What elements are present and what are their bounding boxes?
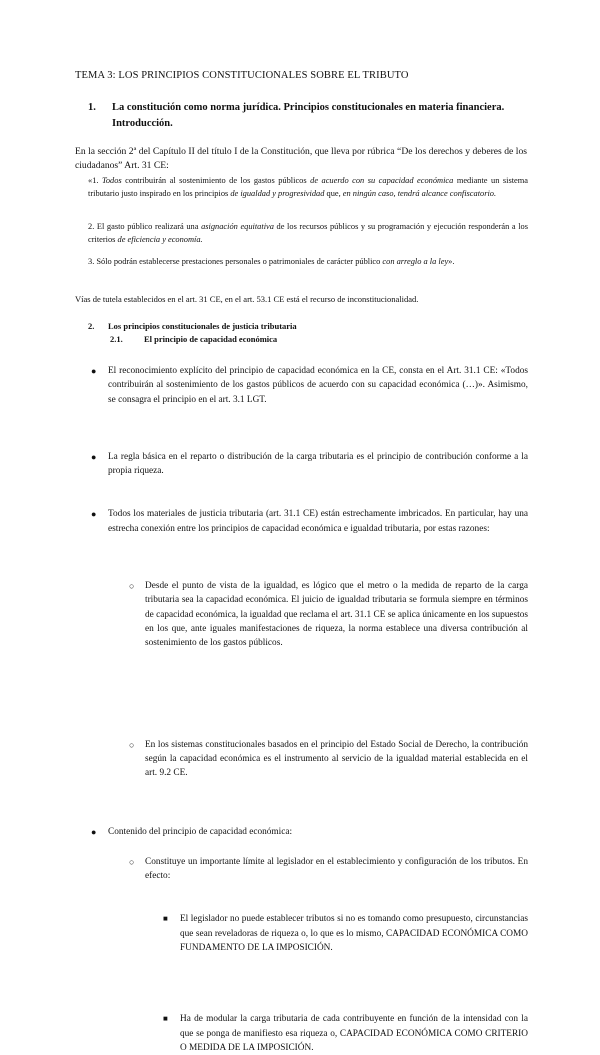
section-2-number: 2.: [88, 321, 95, 331]
q3-text-a: 3. Sólo podrán establecerse prestaciones personales o patrimoniales de carácter público: [88, 257, 383, 266]
section-1-number: 1.: [88, 102, 96, 113]
square-bullet-icon: ■: [163, 1014, 168, 1024]
q2-text-a: 2. El gasto público realizará una: [88, 222, 202, 231]
article-31-paragraph-2: [88, 221, 528, 246]
q3-text-b: ».: [448, 257, 455, 266]
bullet-item: [91, 364, 528, 407]
section-2-1-title: El principio de capacidad económica: [144, 334, 278, 344]
filled-circle-bullet-icon: ●: [91, 366, 97, 376]
bullet-text: Contenido del principio de capacidad económica:: [108, 827, 293, 838]
q2-italic-a: asignación equitativa: [201, 222, 274, 231]
section-2-title: Los principios constitucionales de justicia tributaria: [108, 321, 297, 331]
q1-italic-b: de acuerdo con su capacidad económica: [310, 176, 454, 185]
section-1-title: La constitución como norma jurídica. Principios constitucionales en materia financiera. Introducción.: [112, 102, 505, 129]
filled-circle-bullet-icon: ●: [91, 451, 97, 462]
sub-bullet-item: [129, 579, 528, 650]
sub-bullet-text: Constituye un importante límite al legislador en el establecimiento y configuración de los tributos. En efecto:: [145, 856, 528, 882]
bullet-text: Todos los materiales de justicia tributaria (art. 31.1 CE) están estrechamente imbricados. En particular, hay una estrecha conexión entre los principios de capacidad económica e igualdad tributaria, por estas razones:: [108, 509, 528, 534]
section-2-heading: [88, 321, 297, 331]
section-2-1-heading: [110, 334, 277, 344]
filled-circle-bullet-icon: ●: [91, 509, 97, 520]
bullet-item: [91, 507, 528, 536]
article-31-paragraph-1: [88, 175, 528, 200]
hollow-circle-bullet-icon: ○: [129, 739, 135, 750]
q3-italic-a: con arreglo a la ley: [382, 257, 449, 266]
bullet-item: [91, 825, 528, 839]
q1-italic-d: en ningún caso, tendrá alcance confiscatorio.: [342, 188, 497, 198]
sub-bullet-item: [129, 738, 528, 781]
q2-text-b: de los recursos públicos y su programación y ejecución responderán a los criterios: [88, 222, 529, 244]
sub-sub-bullet-text: Ha de modular la carga tributaria de cada contribuyente en función de la intensidad con la que se ponga de manifiesto esa riqueza o, CAPACIDAD ECONÓMICA COMO CRITERIO O MEDIDA DE LA IMPOSICIÓN.: [180, 1014, 528, 1053]
sub-bullet-text: En los sistemas constitucionales basados en el principio del Estado Social de Derecho, la contribución según la capacidad económica es el instrumento al servicio de la igualdad material establecida en el art. 9.2 CE.: [145, 739, 528, 779]
article-31-paragraph-3: [88, 256, 528, 269]
intro-paragraph: En la sección 2ª del Capítulo II del título I de la Constitución, que lleva por rúbrica “De los derechos y deberes de los ciudadanos” Art. 31 CE:: [75, 146, 527, 171]
bullet-item: [91, 450, 528, 479]
q1-text-d: que,: [324, 188, 343, 198]
section-1-heading: [88, 100, 538, 132]
q2-italic-b: de eficiencia y economía.: [117, 234, 203, 244]
hollow-circle-bullet-icon: ○: [129, 581, 135, 592]
bullet-text: El reconocimiento explícito del principio de capacidad económica en la CE, consta en el Art. 31.1 CE: «Todos contribuirán al sostenimiento de los gastos públicos de acuerdo con su capacidad económica (…)». Asimismo, se consagra el principio en el art. 3.1 LGT.: [108, 366, 528, 405]
q1-text-c: mediante un sistema tributario justo inspirado en los principios: [88, 176, 528, 198]
vias-tutela-paragraph: Vías de tutela establecidos en el art. 31 CE, en el art. 53.1 CE está el recurso de inconstitucionalidad.: [75, 294, 419, 304]
q1-text-a: «1.: [88, 176, 102, 185]
hollow-circle-bullet-icon: ○: [129, 856, 135, 867]
q1-text-b: contribuirán al sostenimiento de los gastos públicos: [121, 176, 311, 185]
q1-italic-c: de igualdad y progresividad: [230, 188, 325, 198]
q1-italic-a: Todos: [101, 176, 122, 185]
sub-sub-bullet-text: El legislador no puede establecer tributos si no es tomando como presupuesto, circunstancias que sean reveladoras de riqueza o, lo que es lo mismo, CAPACIDAD ECONÓMICA COMO FUNDAMENTO DE LA IMPOSICIÓN.: [180, 914, 528, 953]
document-title: TEMA 3: LOS PRINCIPIOS CONSTITUCIONALES SOBRE EL TRIBUTO: [75, 70, 409, 81]
sub-sub-bullet-item: [163, 1012, 528, 1055]
sub-bullet-item: [129, 855, 528, 884]
bullet-text: La regla básica en el reparto o distribución de la carga tributaria es el principio de contribución conforme a la propia riqueza.: [108, 451, 528, 477]
sub-sub-bullet-item: [163, 912, 528, 955]
section-2-1-number: 2.1.: [110, 334, 123, 344]
filled-circle-bullet-icon: ●: [91, 827, 97, 838]
square-bullet-icon: ■: [163, 914, 168, 924]
sub-bullet-text: Desde el punto de vista de la igualdad, es lógico que el metro o la medida de reparto de la carga tributaria sea la capacidad económica. El juicio de igualdad tributaria se formula siempre en términos de capacidad económica, la igualdad que reclama el art. 31.1 CE se aplica únicamente en los supuestos en los que, ante iguales manifestaciones de riqueza, la norma establece una diversa contribución al sostenimiento de los gastos públicos.: [145, 581, 528, 649]
